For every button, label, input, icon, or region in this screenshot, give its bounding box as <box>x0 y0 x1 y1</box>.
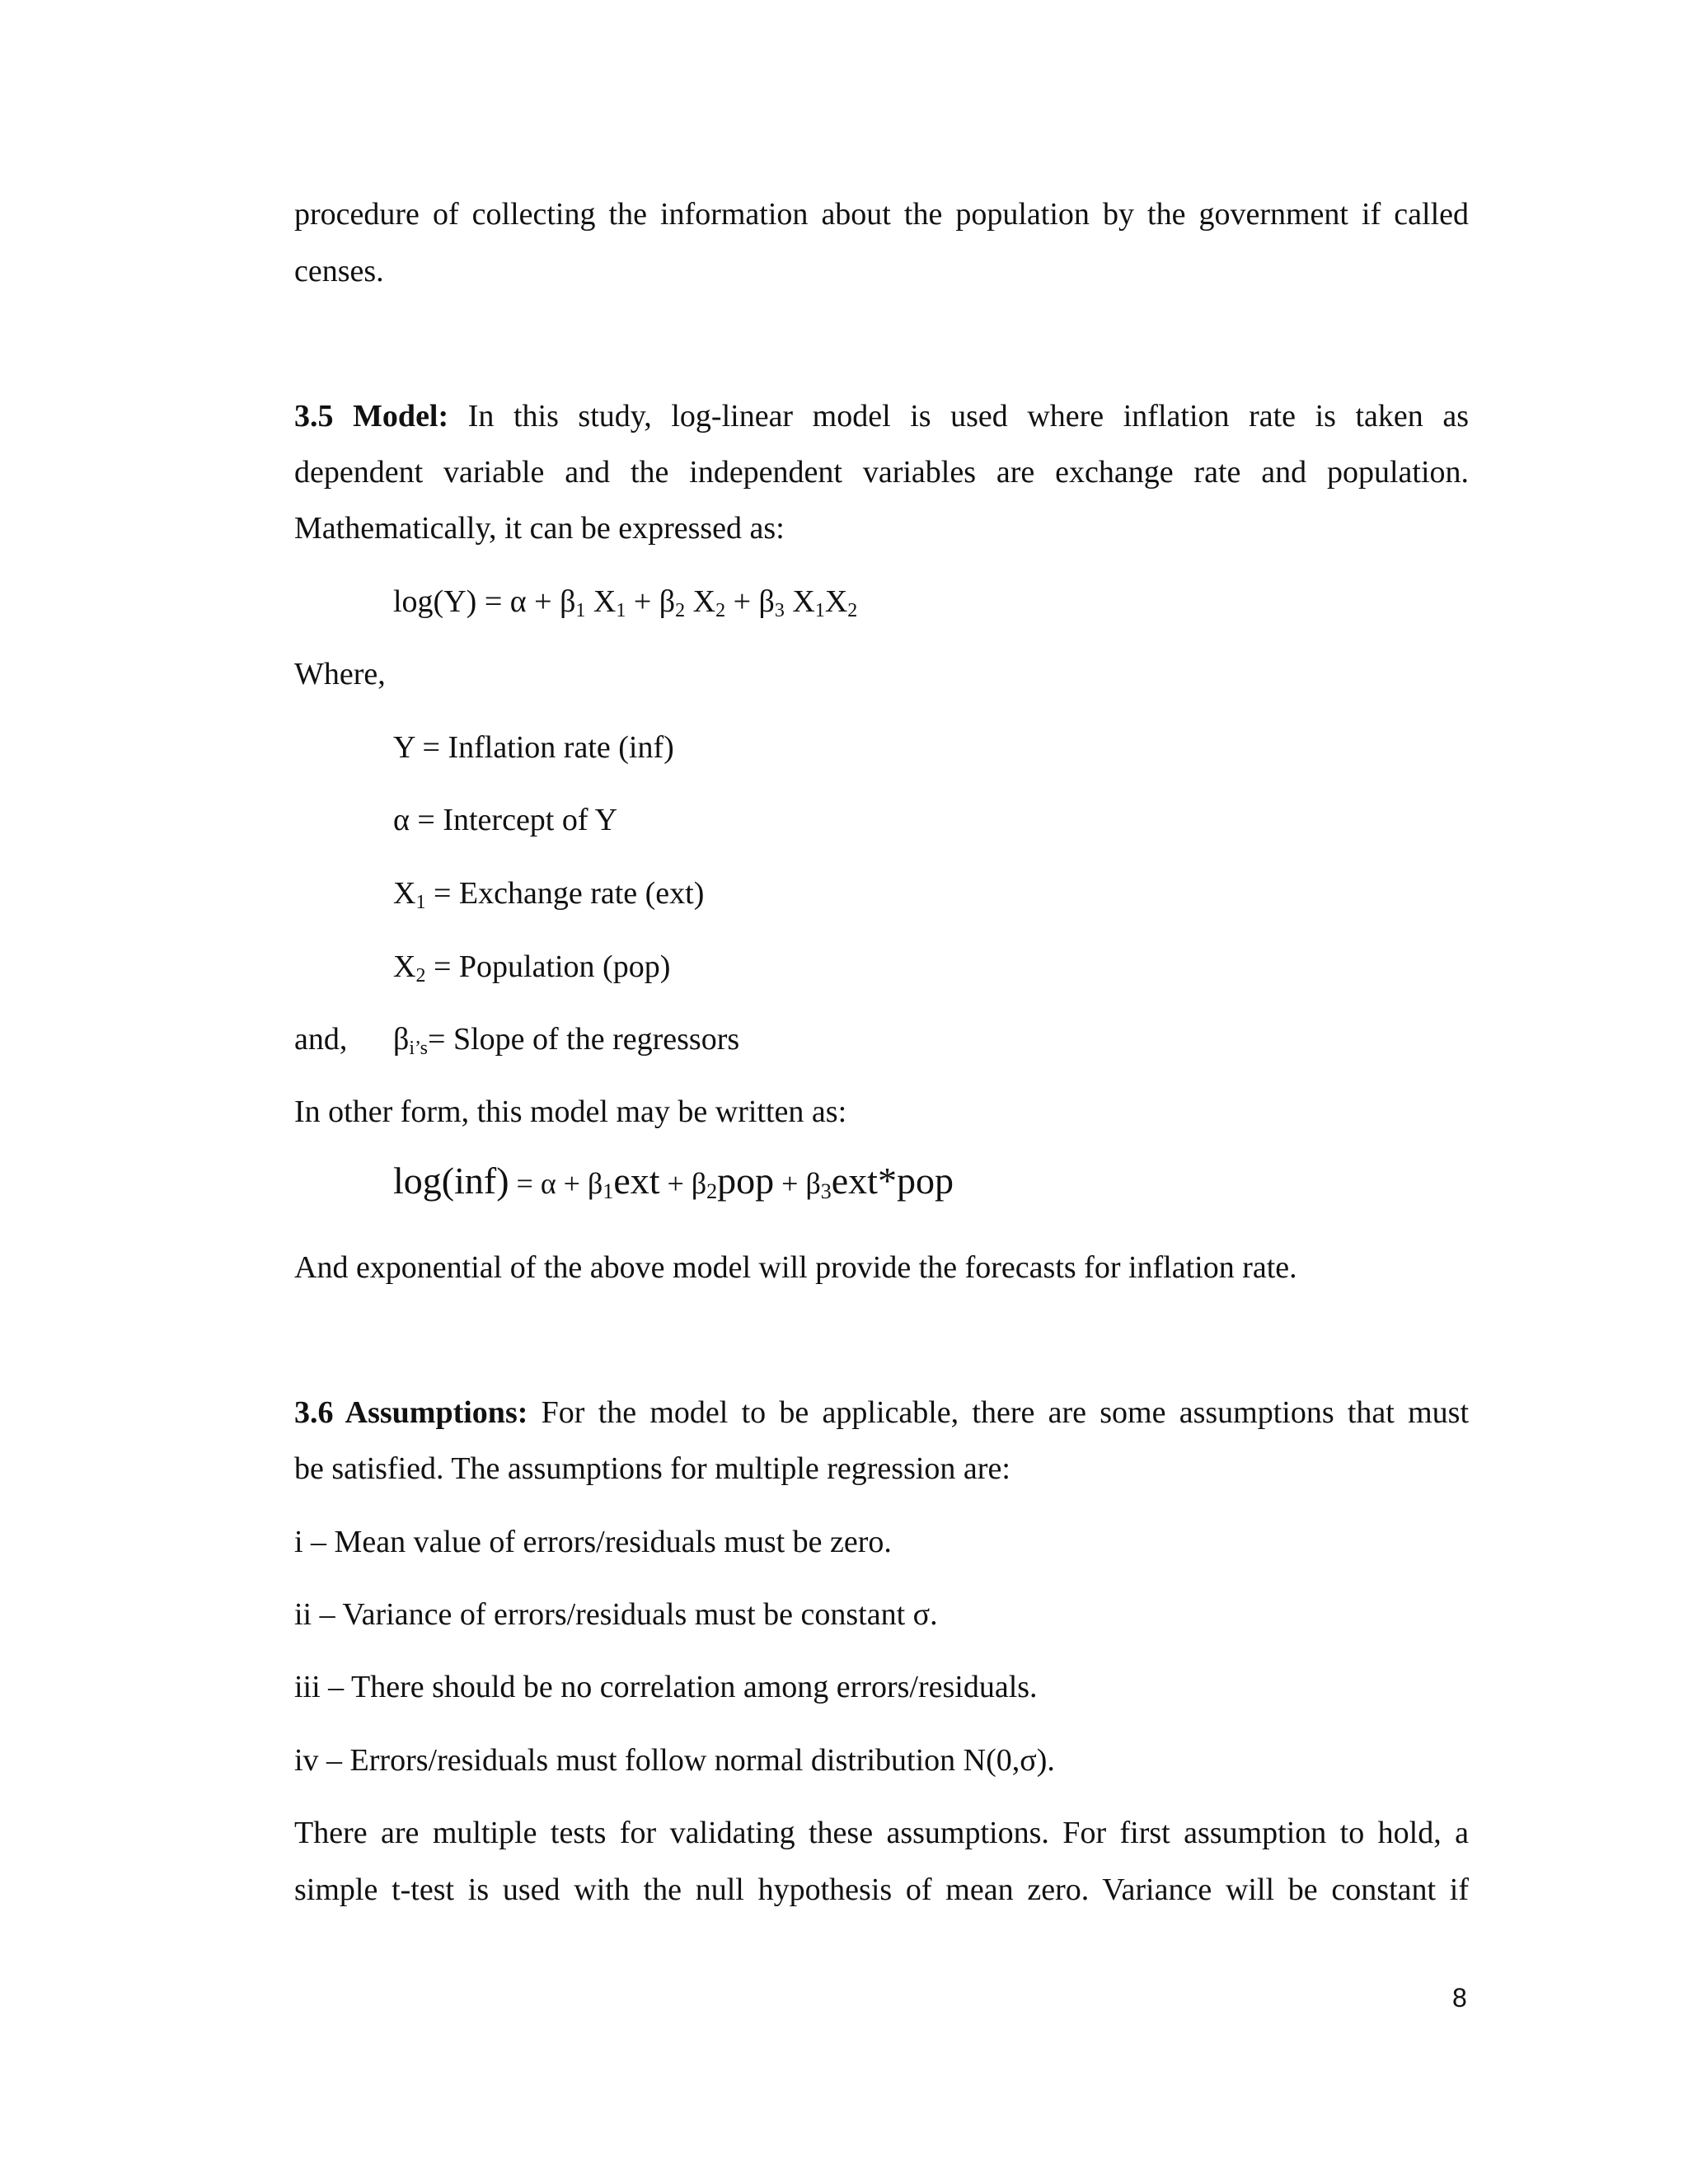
where-label: Where, <box>294 657 386 691</box>
equation-alpha-beta: = α + β <box>476 584 576 619</box>
section-3-6-line-1-text: For the model to be applicable, there are some assumptions that must <box>541 1395 1470 1430</box>
section-3-5-line-3: Mathematically, it can be expressed as: <box>294 511 785 546</box>
section-3-5-line-1 <box>294 397 1469 435</box>
equation-log-y <box>393 583 857 621</box>
page-number: 8 <box>1452 1983 1467 2013</box>
section-3-6-line-1 <box>294 1394 1469 1432</box>
tests-paragraph-line-1: There are multiple tests for validating these assumptions. For first assumption to hold, a <box>294 1816 1469 1850</box>
section-3-6-line-2: be satisfied. The assumptions for multiple regression are: <box>294 1451 1010 1486</box>
definition-alpha: α = Intercept of Y <box>393 803 618 837</box>
definition-x2: $X_2$ = Population (pop) <box>393 949 671 987</box>
continuation-line-1: procedure of collecting the information about the population by the government if called <box>294 197 1469 232</box>
equation2-lhs: log(inf) <box>393 1160 509 1202</box>
continuation-line-2: censes. <box>294 254 384 288</box>
equation-x1: X <box>585 584 617 619</box>
equation-lhs: log(Y) <box>393 584 477 619</box>
exponential-line: And exponential of the above model will provide the forecasts for inflation rate. <box>294 1250 1297 1285</box>
equation-x2: X <box>685 584 716 619</box>
section-3-5-line-1-text: In this study, log-linear model is used where inflation rate is taken as <box>467 399 1470 434</box>
other-form-line: In other form, this model may be written as: <box>294 1094 847 1129</box>
equation-beta-2: + β <box>626 584 676 619</box>
x1-interaction-subscript: 1 <box>814 600 825 621</box>
equation-x2-interaction: X <box>824 584 848 619</box>
assumption-item: ii – Variance of errors/residuals must be constant σ. <box>294 1597 938 1632</box>
beta-1-subscript: 1 <box>575 600 586 621</box>
beta-3-subscript: 3 <box>774 600 785 621</box>
x2-subscript: 2 <box>715 600 726 621</box>
beta-2-subscript: 2 <box>675 600 686 621</box>
equation-beta-3: + β <box>725 584 775 619</box>
and-label: and, <box>294 1022 348 1057</box>
assumption-item: iii – There should be no correlation among errors/residuals. <box>294 1670 1038 1704</box>
assumption-item: i – Mean value of errors/residuals must be zero. <box>294 1525 892 1559</box>
tests-paragraph-line-2: simple t-test is used with the null hypothesis of mean zero. Variance will be constant if <box>294 1872 1469 1907</box>
definition-x1: $X_1$ = Exchange rate (ext) <box>393 876 705 913</box>
equation-log-inf: $\log(inf) = \alpha + \beta_1ext + \beta_2pop + \beta_3ext*pop$ <box>393 1160 954 1203</box>
beta-definition: $\beta_{i’s}=$ Slope of the regressors <box>393 1022 740 1059</box>
equation-x1-interaction: X <box>784 584 815 619</box>
x2-interaction-subscript: 2 <box>847 600 858 621</box>
section-3-5-heading: 3.5 Model: <box>294 399 449 434</box>
definition-y: Y = Inflation rate (inf) <box>393 730 674 765</box>
assumption-item: iv – Errors/residuals must follow normal distribution N(0,σ). <box>294 1743 1055 1778</box>
section-3-6-heading: 3.6 Assumptions: <box>294 1395 528 1430</box>
x1-subscript: 1 <box>616 600 626 621</box>
section-3-5-line-2: dependent variable and the independent variables are exchange rate and population. <box>294 455 1469 490</box>
